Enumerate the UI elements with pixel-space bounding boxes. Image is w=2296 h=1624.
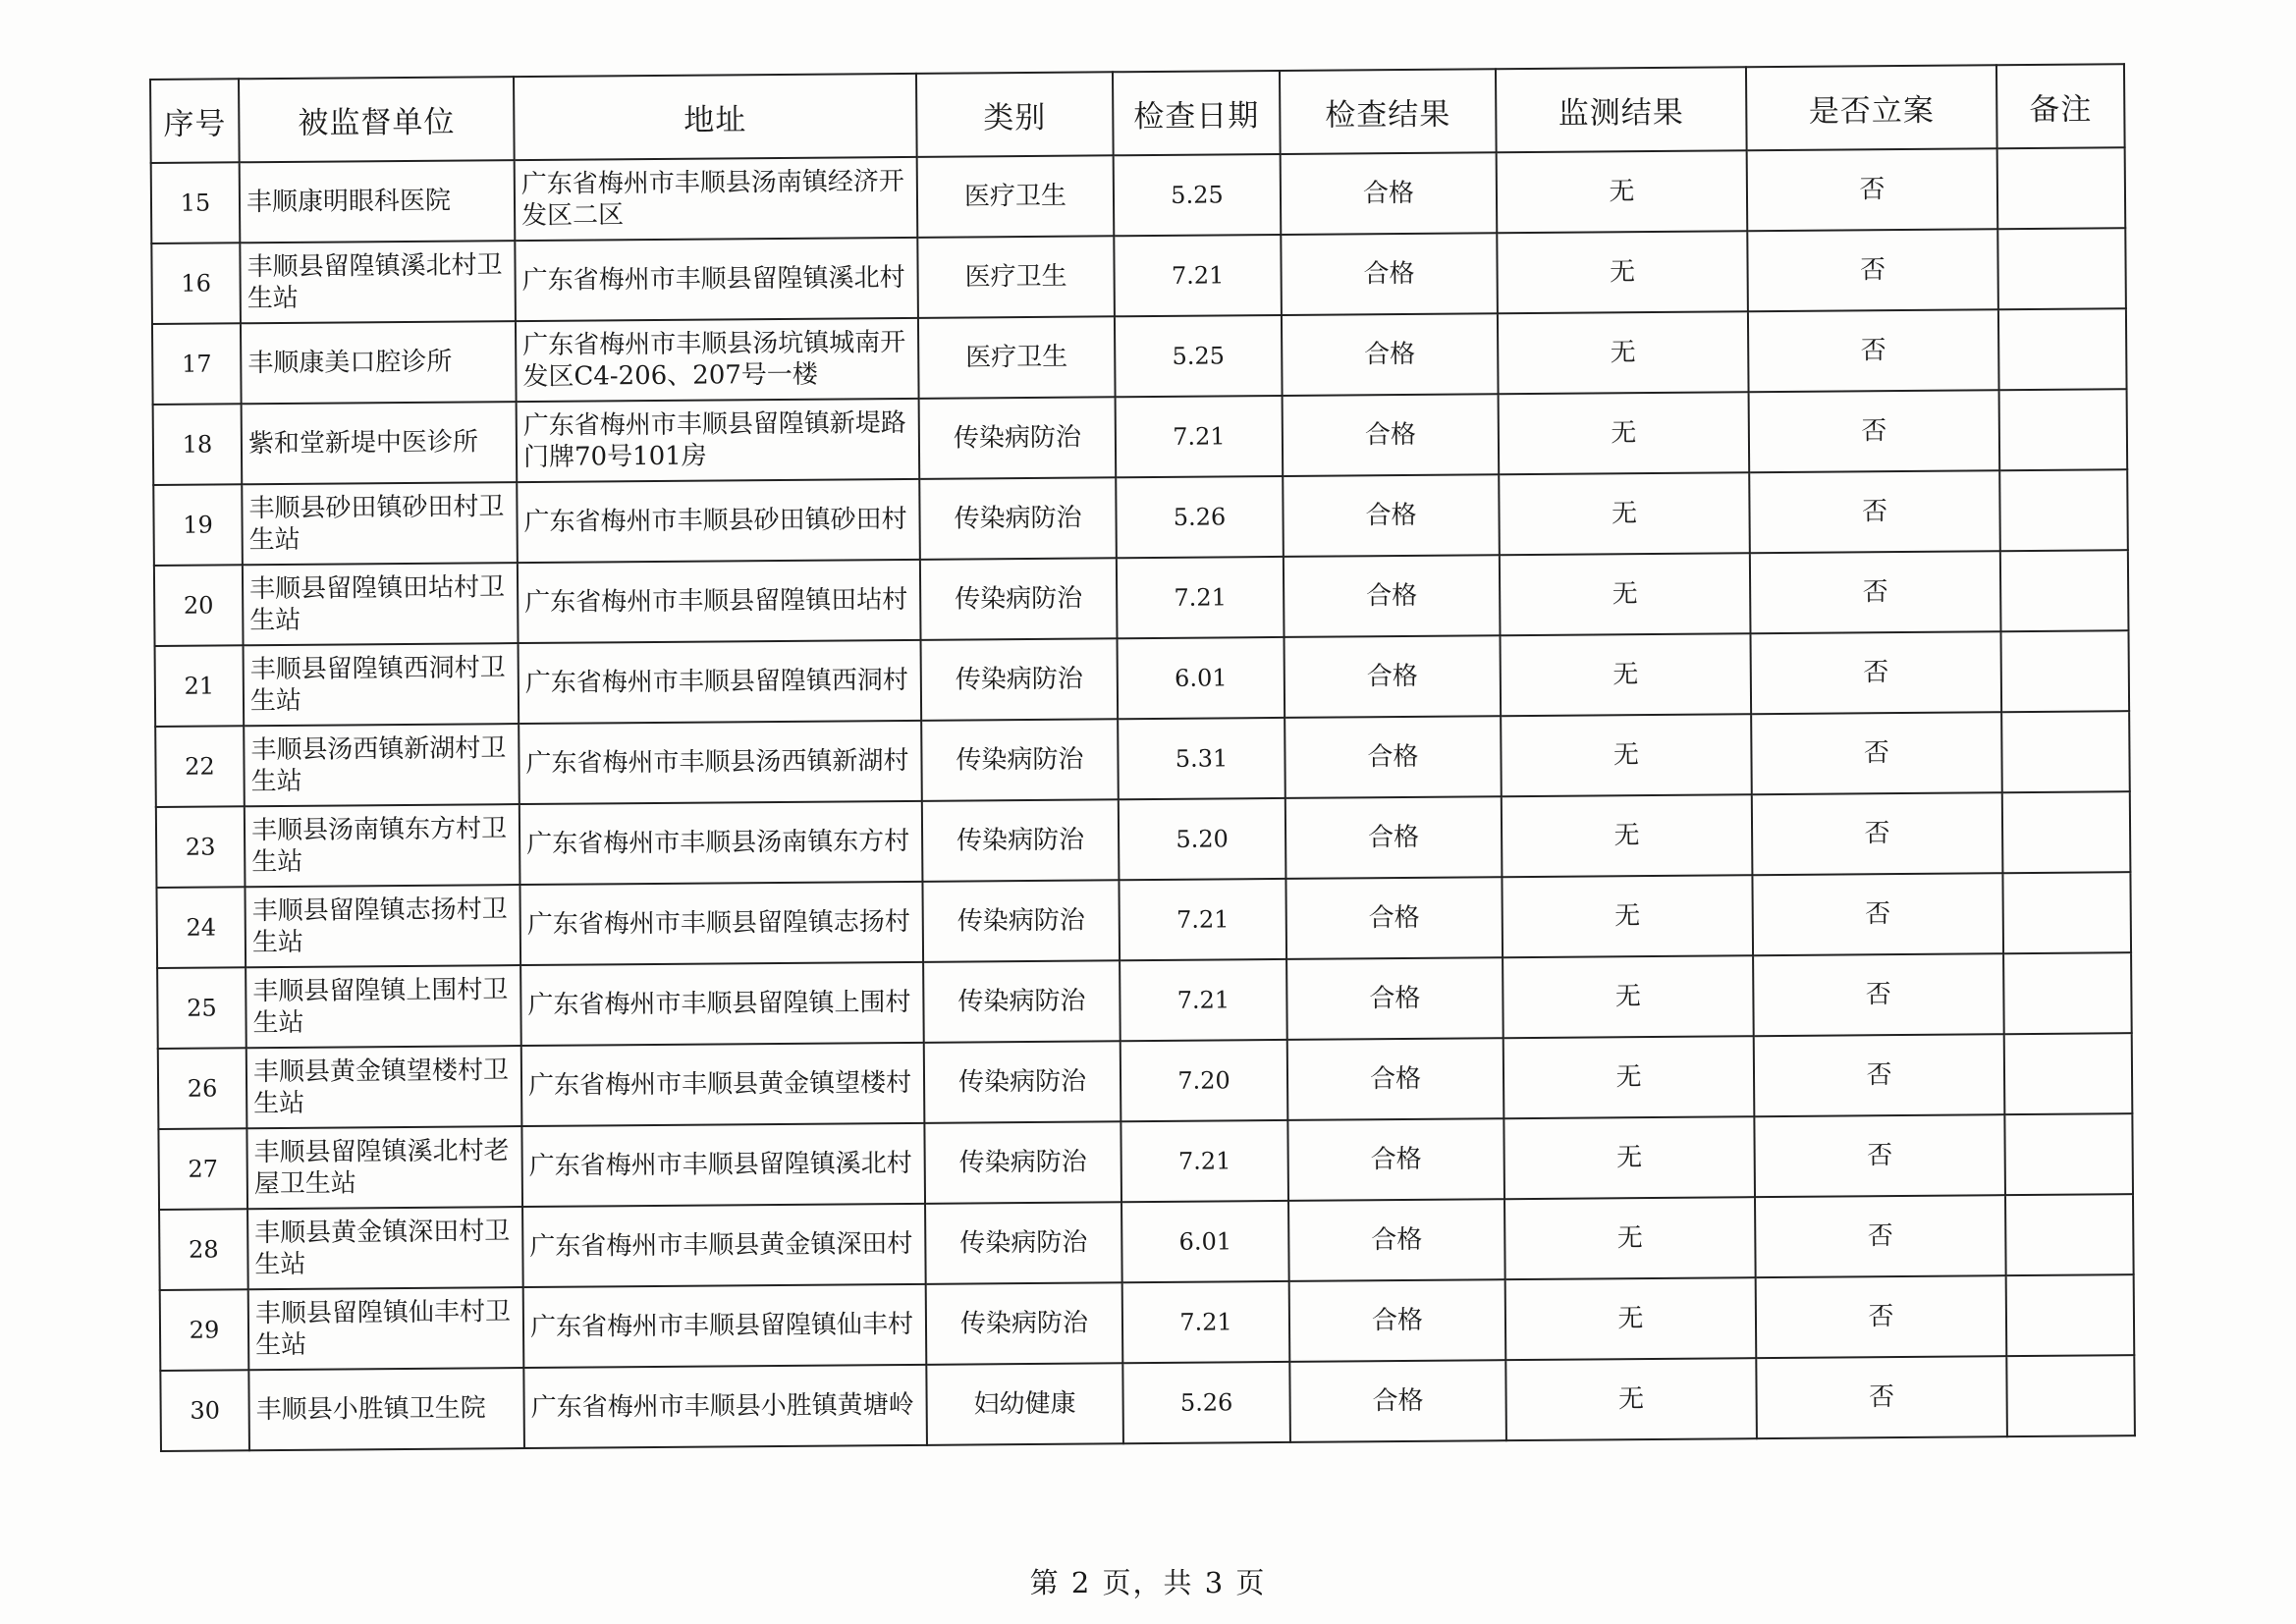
- cell-address: 广东省梅州市丰顺县留隍镇上围村: [520, 962, 924, 1046]
- cell-no: 27: [158, 1128, 247, 1210]
- cell-address: 广东省梅州市丰顺县留隍镇溪北村: [515, 238, 918, 321]
- cell-filed: 否: [1754, 1034, 2005, 1116]
- cell-category: 传染病防治: [919, 477, 1117, 560]
- cell-unit: 丰顺县黄金镇深田村卫生站: [247, 1207, 523, 1289]
- cell-unit: 紫和堂新堤中医诊所: [242, 402, 518, 484]
- cell-address: 广东省梅州市丰顺县砂田镇砂田村: [517, 479, 920, 563]
- cell-remark: [2002, 872, 2131, 953]
- cell-remark: [1997, 147, 2126, 229]
- cell-inspection-result: 合格: [1283, 474, 1500, 557]
- cell-category: 传染病防治: [922, 799, 1120, 882]
- cell-remark: [2004, 1033, 2133, 1114]
- cell-remark: [1999, 389, 2128, 470]
- table-row: [158, 1033, 2133, 1129]
- cell-inspection-result: 合格: [1285, 877, 1503, 959]
- cell-no: 18: [153, 404, 243, 485]
- cell-address: 广东省梅州市丰顺县汤坑镇城南开发区C4-206、207号一楼: [516, 318, 919, 402]
- cell-filed: 否: [1752, 873, 2003, 955]
- cell-filed: 否: [1756, 1275, 2007, 1358]
- table-header-row: [150, 64, 2125, 163]
- cell-no: 21: [155, 645, 245, 727]
- cell-category: 传染病防治: [922, 880, 1120, 962]
- cell-unit: 丰顺县汤南镇东方村卫生站: [245, 804, 520, 887]
- cell-filed: 否: [1751, 712, 2002, 794]
- cell-remark: [2001, 711, 2130, 792]
- cell-date: 7.21: [1114, 235, 1282, 316]
- table-body: [151, 147, 2135, 1451]
- cell-remark: [2004, 1113, 2133, 1195]
- cell-no: 16: [151, 243, 241, 324]
- cell-filed: 否: [1754, 1114, 2005, 1197]
- cell-address: 广东省梅州市丰顺县留隍镇西洞村: [519, 640, 922, 724]
- cell-category: 传染病防治: [926, 1282, 1123, 1365]
- cell-no: 26: [158, 1048, 247, 1129]
- cell-unit: 丰顺县小胜镇卫生院: [248, 1368, 524, 1450]
- cell-monitoring-result: 无: [1505, 1277, 1757, 1360]
- cell-filed: 否: [1756, 1356, 2007, 1438]
- cell-address: 广东省梅州市丰顺县留隍镇仙丰村: [523, 1284, 927, 1368]
- cell-inspection-result: 合格: [1283, 394, 1500, 476]
- cell-monitoring-result: 无: [1504, 1197, 1756, 1279]
- cell-filed: 否: [1753, 953, 2004, 1036]
- cell-monitoring-result: 无: [1498, 311, 1749, 394]
- cell-remark: [2006, 1274, 2135, 1356]
- cell-no: 24: [156, 887, 246, 968]
- cell-remark: [2000, 630, 2129, 712]
- table-row: [152, 308, 2127, 405]
- cell-monitoring-result: 无: [1500, 553, 1751, 635]
- cell-monitoring-result: 无: [1499, 392, 1750, 474]
- cell-address: 广东省梅州市丰顺县汤南镇经济开发区二区: [515, 157, 918, 241]
- cell-date: 5.31: [1118, 718, 1285, 799]
- cell-inspection-result: 合格: [1289, 1279, 1506, 1362]
- cell-date: 5.25: [1114, 154, 1282, 236]
- inspection-table-wrapper: [149, 63, 2134, 1452]
- cell-category: 传染病防治: [924, 1121, 1121, 1204]
- cell-unit: 丰顺县留隍镇溪北村老屋卫生站: [246, 1126, 522, 1209]
- cell-unit: 丰顺县砂田镇砂田村卫生站: [242, 482, 518, 565]
- cell-filed: 否: [1755, 1195, 2006, 1277]
- cell-monitoring-result: 无: [1501, 714, 1752, 796]
- cell-no: 29: [160, 1289, 249, 1371]
- cell-unit: 丰顺县留隍镇志扬村卫生站: [245, 885, 520, 967]
- table-row: [159, 1194, 2134, 1290]
- cell-address: 广东省梅州市丰顺县汤西镇新湖村: [519, 721, 922, 804]
- cell-remark: [2005, 1194, 2134, 1275]
- cell-address: 广东省梅州市丰顺县留隍镇新堤路门牌70号101房: [517, 399, 920, 482]
- cell-category: 妇幼健康: [926, 1363, 1123, 1445]
- cell-remark: [1998, 308, 2127, 390]
- cell-inspection-result: 合格: [1285, 796, 1503, 879]
- cell-unit: 丰顺县汤西镇新湖村卫生站: [244, 724, 519, 806]
- header-filed: 是否立案: [1746, 65, 1997, 150]
- cell-inspection-result: 合格: [1288, 1199, 1505, 1281]
- cell-no: 20: [154, 565, 244, 646]
- cell-category: 医疗卫生: [917, 236, 1115, 318]
- cell-remark: [1997, 228, 2126, 309]
- cell-address: 广东省梅州市丰顺县留隍镇志扬村: [519, 882, 923, 965]
- header-monitoring-result: 监测结果: [1496, 67, 1747, 152]
- header-unit: 被监督单位: [239, 77, 515, 162]
- cell-inspection-result: 合格: [1281, 233, 1498, 315]
- cell-unit: 丰顺县留隍镇溪北村卫生站: [240, 241, 516, 323]
- cell-date: 7.21: [1117, 557, 1285, 638]
- cell-no: 30: [160, 1370, 249, 1451]
- table-row: [156, 872, 2131, 968]
- cell-date: 7.21: [1121, 1120, 1288, 1202]
- cell-monitoring-result: 无: [1499, 472, 1750, 555]
- cell-unit: 丰顺康明眼科医院: [240, 160, 516, 243]
- header-remark: 备注: [1996, 64, 2125, 148]
- cell-inspection-result: 合格: [1281, 152, 1498, 235]
- page-number: 第 2 页，共 3 页: [1029, 1566, 1267, 1599]
- cell-filed: 否: [1752, 792, 2003, 875]
- header-no: 序号: [150, 79, 240, 163]
- table-row: [160, 1355, 2135, 1451]
- table-row: [158, 1113, 2133, 1210]
- table-row: [155, 711, 2130, 807]
- cell-remark: [2006, 1355, 2135, 1436]
- cell-filed: 否: [1748, 309, 1999, 392]
- cell-monitoring-result: 无: [1500, 633, 1751, 716]
- cell-date: 6.01: [1121, 1201, 1289, 1282]
- cell-filed: 否: [1749, 470, 2000, 553]
- cell-category: 传染病防治: [925, 1202, 1122, 1284]
- cell-category: 医疗卫生: [917, 155, 1115, 238]
- table-row: [153, 469, 2128, 566]
- cell-remark: [2000, 550, 2129, 631]
- cell-monitoring-result: 无: [1503, 1036, 1755, 1118]
- cell-category: 传染病防治: [919, 397, 1117, 479]
- table-row: [156, 791, 2131, 888]
- cell-address: 广东省梅州市丰顺县黄金镇深田村: [522, 1204, 926, 1287]
- table-row: [151, 147, 2126, 244]
- cell-unit: 丰顺县留隍镇上围村卫生站: [246, 965, 521, 1048]
- cell-inspection-result: 合格: [1282, 313, 1499, 396]
- cell-date: 5.26: [1116, 476, 1284, 558]
- cell-no: 25: [157, 967, 246, 1049]
- cell-remark: [2003, 952, 2132, 1034]
- table-row: [151, 228, 2126, 324]
- header-category: 类别: [916, 72, 1114, 157]
- cell-inspection-result: 合格: [1284, 555, 1501, 637]
- inspection-table: [149, 63, 2136, 1452]
- cell-monitoring-result: 无: [1505, 1358, 1757, 1440]
- cell-filed: 否: [1750, 631, 2001, 714]
- cell-no: 17: [152, 323, 242, 405]
- cell-unit: 丰顺县留隍镇田坫村卫生站: [243, 563, 519, 645]
- cell-inspection-result: 合格: [1287, 1118, 1504, 1201]
- cell-address: 广东省梅州市丰顺县留隍镇田坫村: [518, 560, 921, 643]
- cell-filed: 否: [1749, 390, 2000, 472]
- cell-no: 28: [159, 1209, 248, 1290]
- cell-unit: 丰顺县黄金镇望楼村卫生站: [246, 1046, 522, 1128]
- table-row: [153, 389, 2128, 485]
- cell-monitoring-result: 无: [1497, 150, 1748, 233]
- cell-filed: 否: [1750, 551, 2001, 633]
- cell-remark: [2002, 791, 2131, 873]
- cell-category: 传染病防治: [924, 1041, 1121, 1123]
- cell-address: 广东省梅州市丰顺县小胜镇黄塘岭: [523, 1365, 927, 1448]
- cell-date: 6.01: [1118, 637, 1285, 719]
- cell-category: 传染病防治: [921, 638, 1119, 721]
- cell-unit: 丰顺县留隍镇仙丰村卫生站: [248, 1287, 524, 1370]
- cell-monitoring-result: 无: [1502, 794, 1753, 877]
- cell-inspection-result: 合格: [1285, 635, 1502, 718]
- cell-inspection-result: 合格: [1289, 1360, 1506, 1442]
- cell-monitoring-result: 无: [1502, 875, 1753, 957]
- table-row: [157, 952, 2132, 1049]
- cell-inspection-result: 合格: [1286, 957, 1503, 1040]
- cell-filed: 否: [1747, 229, 1998, 311]
- cell-no: 15: [151, 162, 241, 244]
- header-address: 地址: [514, 74, 917, 160]
- cell-filed: 否: [1747, 148, 1998, 231]
- cell-category: 传染病防治: [920, 558, 1118, 640]
- cell-date: 7.21: [1119, 879, 1286, 960]
- header-inspection-result: 检查结果: [1280, 69, 1497, 154]
- cell-category: 医疗卫生: [918, 316, 1116, 399]
- cell-date: 7.20: [1121, 1040, 1288, 1121]
- cell-no: 22: [155, 726, 245, 807]
- cell-unit: 丰顺县留隍镇西洞村卫生站: [244, 643, 519, 726]
- cell-date: 7.21: [1120, 959, 1287, 1041]
- cell-unit: 丰顺康美口腔诊所: [241, 321, 517, 404]
- cell-date: 5.20: [1119, 798, 1286, 880]
- cell-remark: [1999, 469, 2128, 551]
- cell-date: 5.26: [1122, 1362, 1290, 1443]
- cell-category: 传染病防治: [921, 719, 1119, 801]
- cell-address: 广东省梅州市丰顺县黄金镇望楼村: [521, 1043, 925, 1126]
- cell-no: 23: [156, 806, 246, 888]
- cell-no: 19: [153, 484, 243, 566]
- cell-monitoring-result: 无: [1503, 1116, 1755, 1199]
- cell-address: 广东省梅州市丰顺县留隍镇溪北村: [521, 1123, 925, 1207]
- cell-date: 7.21: [1122, 1281, 1290, 1363]
- table-row: [154, 550, 2129, 646]
- cell-date: 5.25: [1115, 315, 1283, 397]
- cell-monitoring-result: 无: [1503, 955, 1754, 1038]
- cell-date: 7.21: [1116, 396, 1284, 477]
- header-date: 检查日期: [1113, 71, 1281, 155]
- table-row: [155, 630, 2130, 727]
- cell-monitoring-result: 无: [1497, 231, 1748, 313]
- cell-address: 广东省梅州市丰顺县汤南镇东方村: [519, 801, 923, 885]
- cell-category: 传染病防治: [923, 960, 1121, 1043]
- cell-inspection-result: 合格: [1285, 716, 1502, 798]
- table-row: [160, 1274, 2135, 1371]
- cell-inspection-result: 合格: [1287, 1038, 1504, 1120]
